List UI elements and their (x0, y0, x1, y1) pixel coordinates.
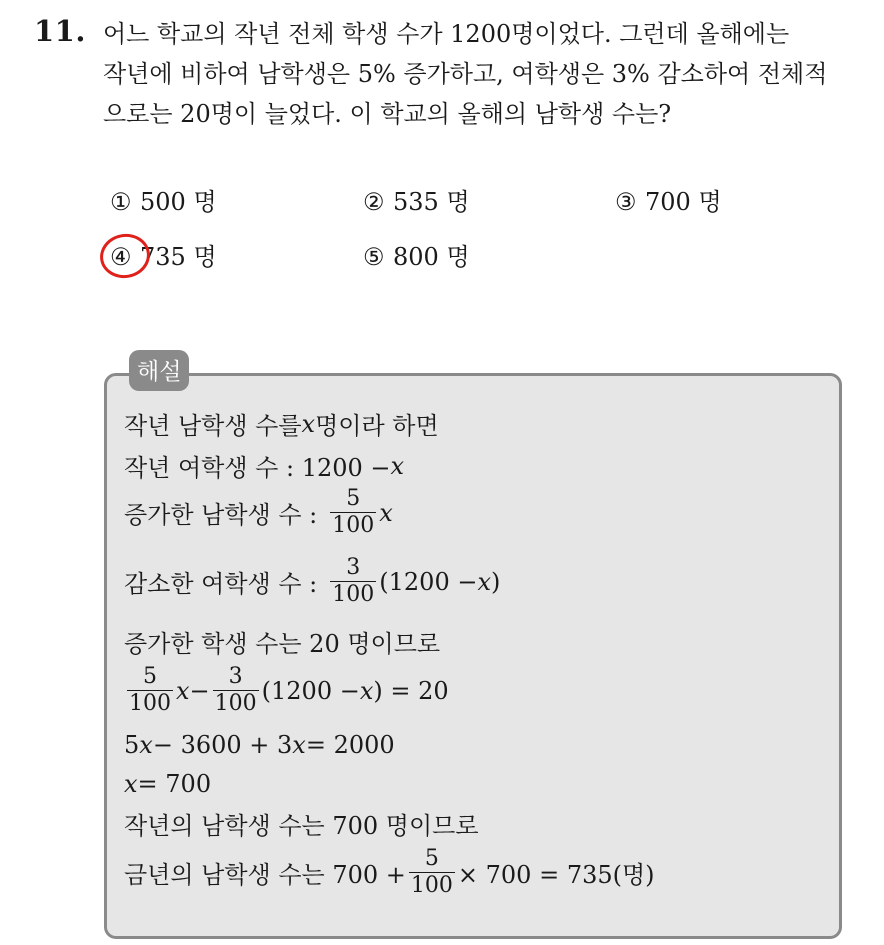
question-text-line-3: 으로는 20명이 늘었다. 이 학교의 올해의 남학생 수는? (103, 100, 672, 128)
question-text-line-2: 작년에 비하여 남학생은 5% 증가하고, 여학생은 3% 감소하여 전체적 (103, 60, 828, 88)
fraction: $\frac{3}{100}$ (332, 555, 375, 607)
choice-2-text: 535 명 (393, 188, 470, 216)
choice-1[interactable] (110, 182, 217, 217)
explanation-line-7: 5 x − 3600 + 3 x = 2000 (124, 731, 395, 759)
question-text-line-1: 어느 학교의 작년 전체 학생 수가 1200명이었다. 그런데 올해에는 (103, 20, 790, 48)
fraction: $\frac{5}{100}$ (410, 846, 453, 898)
choice-3-mark: ③ (615, 188, 637, 216)
fraction: $\frac{5}{100}$ (332, 486, 375, 538)
choice-1-text: 500 명 (140, 188, 217, 216)
choice-2[interactable] (363, 182, 470, 217)
choice-1-mark: ① (110, 188, 132, 216)
question-number: 11. (34, 14, 86, 48)
choice-3[interactable] (615, 182, 722, 217)
explanation-line-4: 감소한 여학생 수 : $\frac{3}{100}$ (1200 − x ) (124, 555, 501, 607)
explanation-line-8: x = 700 (124, 770, 212, 798)
choice-5-mark: ⑤ (363, 243, 385, 271)
choice-5-text: 800 명 (393, 243, 470, 271)
explanation-line-9: 작년의 남학생 수는 700 명이므로 (124, 812, 479, 840)
fraction: $\frac{5}{100}$ (129, 664, 171, 716)
explanation-line-3: 증가한 남학생 수 : $\frac{5}{100}$ x (124, 486, 393, 538)
choice-4-mark: ④ (110, 243, 132, 271)
explanation-line-10: 금년의 남학생 수는 700 + $\frac{5}{100}$ × 700 = 735(명) (124, 846, 655, 898)
choice-4-text: 735 명 (140, 243, 217, 271)
explanation-line-6: $\frac{5}{100}$ x − $\frac{3}{100}$ (1200 − x ) = 20 (129, 664, 449, 716)
choice-3-text: 700 명 (645, 188, 722, 216)
explanation-line-2: 작년 여학생 수 : 1200 − x (124, 451, 405, 482)
explanation-line-1: 작년 남학생 수를 x 명이라 하면 (124, 409, 439, 440)
choice-5[interactable] (363, 237, 470, 272)
choice-2-mark: ② (363, 188, 385, 216)
fraction: $\frac{3}{100}$ (214, 664, 257, 716)
explanation-line-5: 증가한 학생 수는 20 명이므로 (124, 630, 441, 658)
explanation-tag: 해설 (129, 350, 189, 391)
